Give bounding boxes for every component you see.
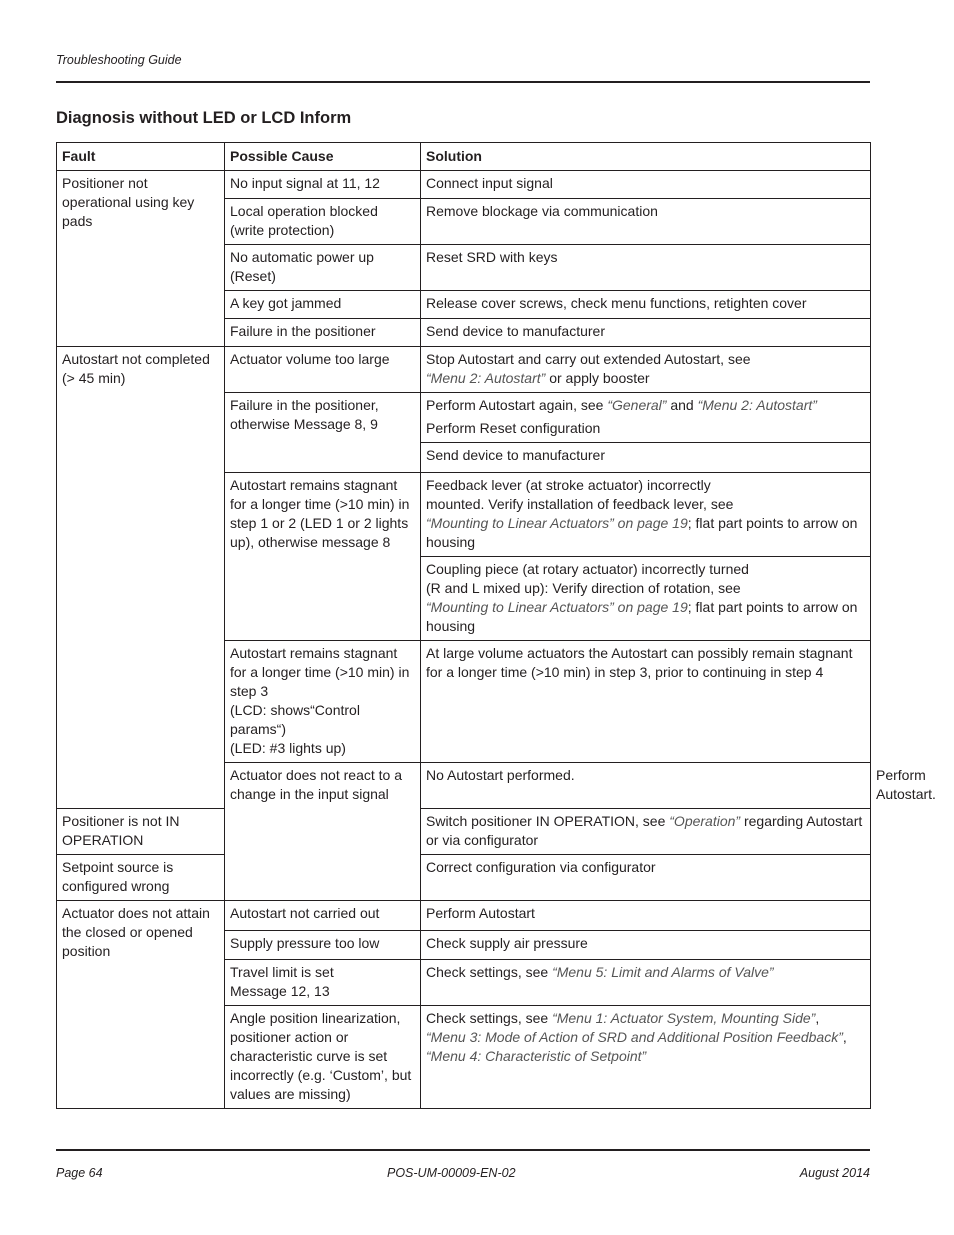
separator-text: ,: [815, 1010, 820, 1026]
fault-cell: Positioner not operational using key pads: [57, 171, 225, 347]
solution-cell: At large volume actuators the Autostart can possibly remain stagnant for a longer time (>10 min) in step 3, prior to continuing in step 4: [421, 641, 871, 763]
solution-cell: [421, 393, 871, 443]
solution-cell: Correct configuration via configurator: [421, 855, 871, 901]
solution-cell: [421, 473, 871, 557]
solution-cell: Release cover screws, check menu functions, retighten cover: [421, 291, 871, 319]
column-header-solution: Solution: [421, 143, 871, 171]
table-row: Actuator does not react to a change in the input signal No Autostart performed. Perform Autostart.: [57, 763, 871, 809]
cross-reference-link[interactable]: “Operation”: [669, 813, 741, 829]
section-title: Diagnosis without LED or LCD Inform: [56, 109, 352, 127]
cause-text: (LED: #3 lights up): [230, 740, 346, 756]
solution-text: ; flat part points to arrow on housing: [426, 599, 858, 634]
running-header: Troubleshooting Guide: [56, 53, 182, 67]
cause-cell: Failure in the positioner: [225, 319, 421, 347]
separator-text: ,: [842, 1029, 847, 1045]
solution-text: or apply booster: [545, 370, 650, 386]
cross-reference-link[interactable]: “General”: [607, 397, 667, 413]
cross-reference-link[interactable]: “Menu 1: Actuator System, Mounting Side”: [552, 1010, 816, 1026]
cross-reference-link[interactable]: “Menu 5: Limit and Alarms of Valve”: [552, 964, 774, 980]
cause-text: Travel limit is set: [230, 964, 334, 980]
solution-text: (R and L mixed up): Verify direction of rotation, see: [426, 580, 741, 596]
solution-cell: Reset SRD with keys: [421, 245, 871, 291]
cause-cell: Local operation blocked (write protection): [225, 199, 421, 245]
solution-cell: Connect input signal: [421, 171, 871, 199]
solution-text: and: [666, 397, 698, 413]
cause-cell: Supply pressure too low: [225, 931, 421, 960]
cause-cell: A key got jammed: [225, 291, 421, 319]
solution-cell: Check supply air pressure: [421, 931, 871, 960]
header-rule: [56, 81, 870, 83]
fault-cell: Actuator does not react to a change in the input signal: [225, 763, 421, 901]
cause-cell: [225, 960, 421, 1006]
solution-text: regarding Autostart or via configurator: [426, 813, 863, 848]
column-header-possible-cause: Possible Cause: [225, 143, 421, 171]
solution-text: Stop Autostart and carry out extended Autostart, see: [426, 351, 751, 367]
cause-cell: Positioner is not IN OPERATION: [57, 809, 225, 855]
cause-cell: Autostart remains stagnant for a longer time (>10 min) in step 1 or 2 (LED 1 or 2 lights up), otherwise message 8: [225, 473, 421, 641]
cross-reference-link[interactable]: “Menu 3: Mode of Action of SRD and Additional Position Feedback”: [426, 1029, 843, 1045]
cross-reference-link[interactable]: “Menu 2: Autostart”: [426, 370, 546, 386]
cause-text: Message 12, 13: [230, 983, 330, 999]
solution-text: Perform Autostart again, see: [426, 397, 608, 413]
cross-reference-link[interactable]: “Mounting to Linear Actuators” on page 19: [426, 515, 688, 531]
diagnosis-table: [56, 142, 936, 1109]
cause-cell: No input signal at 11, 12: [225, 171, 421, 199]
fault-cell: Actuator does not attain the closed or opened position: [57, 901, 225, 1109]
cause-text: (LCD: shows“Control params“): [230, 702, 360, 737]
table-row: [57, 171, 871, 199]
table-row: [57, 855, 871, 901]
solution-text: Check settings, see: [426, 1010, 553, 1026]
column-header-fault: Fault: [57, 143, 225, 171]
solution-cell: [421, 809, 871, 855]
cause-cell: Failure in the positioner, otherwise Message 8, 9: [225, 393, 421, 473]
cause-cell: Actuator volume too large: [225, 347, 421, 393]
table-row: [57, 901, 871, 931]
document-id: POS-UM-00009-EN-02: [387, 1166, 516, 1180]
solution-cell: [421, 347, 871, 393]
solution-cell: Send device to manufacturer: [421, 443, 871, 473]
fault-cell: Autostart not completed (> 45 min): [57, 347, 225, 809]
cross-reference-link[interactable]: “Menu 4: Characteristic of Setpoint”: [426, 1048, 647, 1064]
publication-date: August 2014: [799, 1166, 870, 1180]
solution-cell: [421, 1006, 871, 1109]
solution-text: ; flat part points to arrow on housing: [426, 515, 858, 550]
solution-cell: Send device to manufacturer: [421, 319, 871, 347]
cause-cell: Autostart not carried out: [225, 901, 421, 931]
solution-text: Perform Reset configuration: [426, 420, 601, 436]
table-row: [57, 347, 871, 393]
solution-text: Coupling piece (at rotary actuator) incorrectly turned: [426, 561, 749, 577]
solution-text: Feedback lever (at stroke actuator) incorrectly: [426, 477, 711, 493]
cause-cell: Angle position linearization, positioner action or characteristic curve is set incorrectly (e.g. ‘Custom’, but values are missing): [225, 1006, 421, 1109]
solution-cell: Perform Autostart: [421, 901, 871, 931]
cross-reference-link[interactable]: “Menu 2: Autostart”: [697, 397, 817, 413]
solution-text: Check settings, see: [426, 964, 553, 980]
cause-text: Autostart remains stagnant for a longer time (>10 min) in step 3: [230, 645, 410, 699]
table-header-row: [57, 143, 871, 171]
cause-cell: No automatic power up (Reset): [225, 245, 421, 291]
solution-cell: [421, 960, 871, 1006]
solution-cell: Remove blockage via communication: [421, 199, 871, 245]
solution-text: Switch positioner IN OPERATION, see: [426, 813, 670, 829]
solution-cell: [421, 557, 871, 641]
solution-text: mounted. Verify installation of feedback lever, see: [426, 496, 734, 512]
cross-reference-link[interactable]: “Mounting to Linear Actuators” on page 19: [426, 599, 688, 615]
table-row: [57, 809, 871, 855]
footer-rule: [56, 1149, 870, 1151]
cause-cell: [225, 641, 421, 763]
cause-cell: No Autostart performed.: [421, 763, 871, 809]
cause-cell: Setpoint source is configured wrong: [57, 855, 225, 901]
page-number: Page 64: [56, 1166, 103, 1180]
